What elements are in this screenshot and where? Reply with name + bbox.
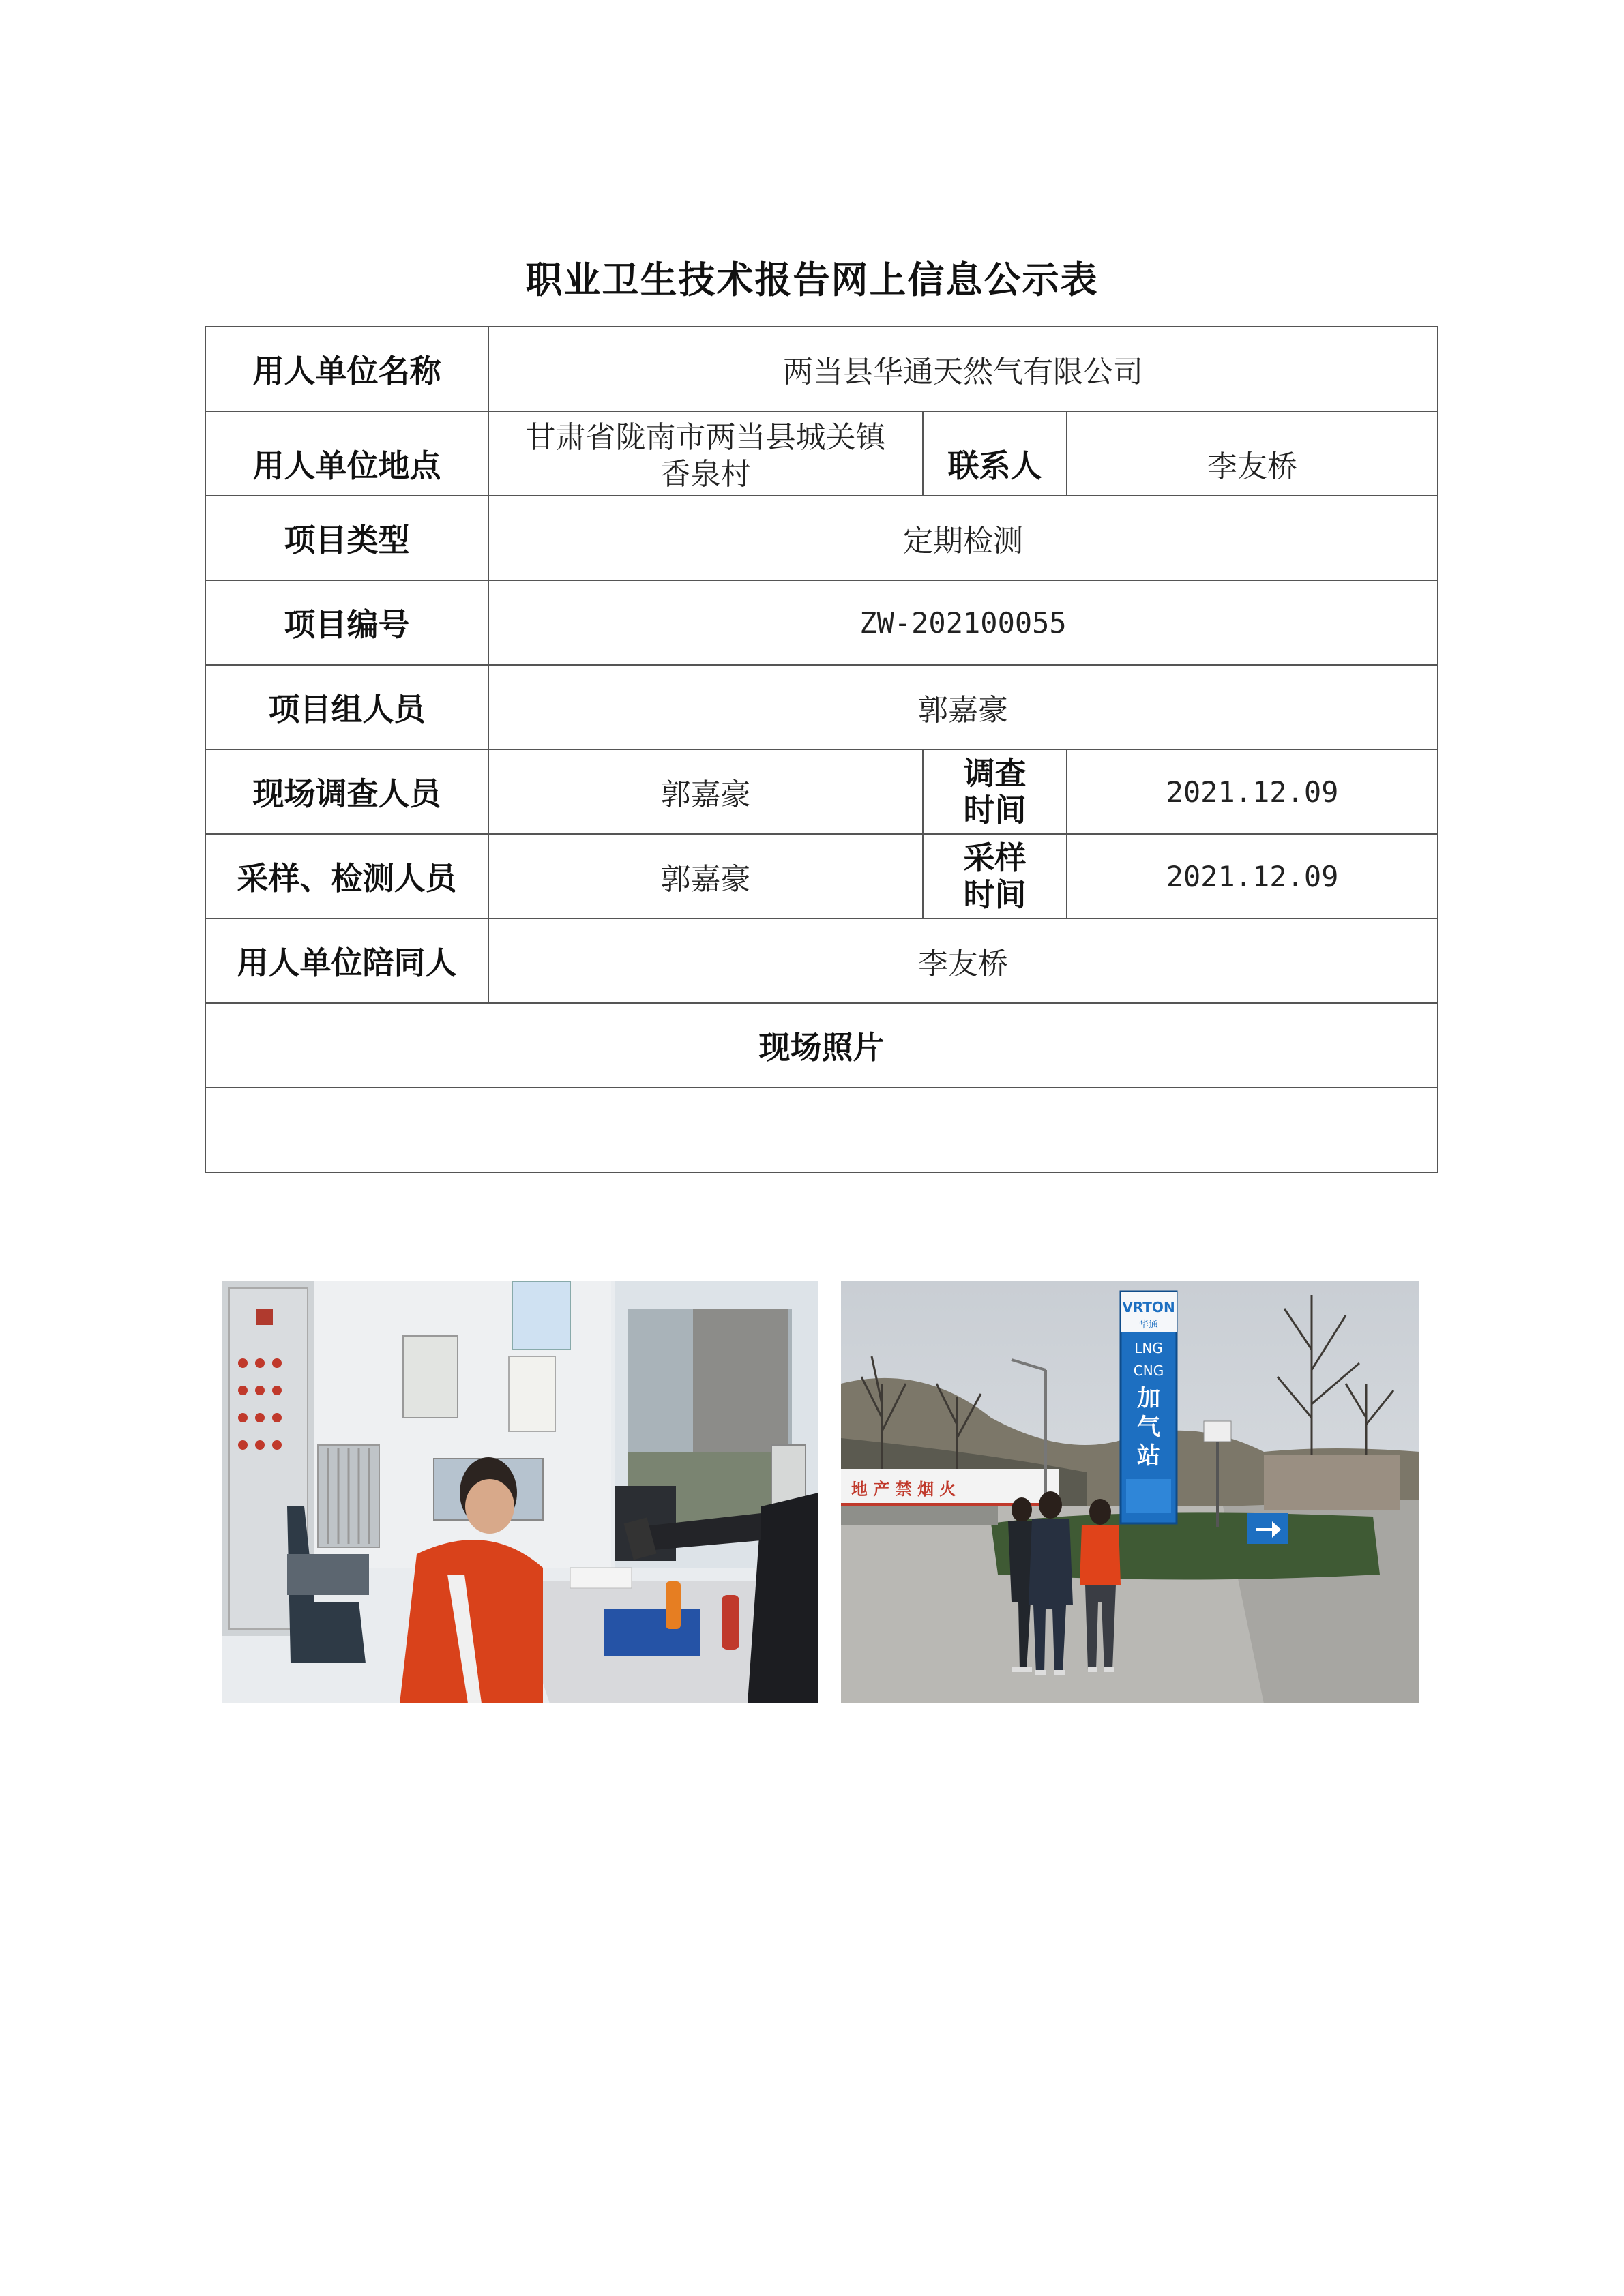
row-project-type: [205, 496, 1438, 580]
row-photos: [205, 1088, 1438, 1172]
site-photo-gas-station: [841, 1281, 1419, 1703]
project-number-label: 项目编号: [205, 580, 488, 665]
wall-slogan: 地 产 禁 烟 火: [851, 1480, 956, 1499]
sign-char-2: 气: [1137, 1414, 1160, 1441]
site-photo-office: [222, 1281, 818, 1703]
survey-time-value: 2021.12.09: [1067, 749, 1438, 834]
sign-brand-sub: 华通: [1139, 1320, 1158, 1330]
employer-name-label: 用人单位名称: [205, 327, 488, 411]
sampling-time-label: 采样时间: [923, 834, 1067, 919]
row-employer-name: [205, 327, 1438, 411]
project-team-label: 项目组人员: [205, 665, 488, 749]
employer-name-value: 两当县华通天然气有限公司: [488, 327, 1438, 411]
project-type-label: 项目类型: [205, 496, 488, 580]
project-team-value: 郭嘉豪: [488, 665, 1438, 749]
contact-value: 李友桥: [1067, 411, 1438, 496]
project-number-value: ZW-202100055: [488, 580, 1438, 665]
sign-brand: VRTON: [1122, 1299, 1175, 1315]
row-project-number: [205, 580, 1438, 665]
survey-staff-value: 郭嘉豪: [488, 749, 923, 834]
contact-label: 联系人: [923, 411, 1067, 496]
project-type-value: 定期检测: [488, 496, 1438, 580]
row-project-team: [205, 665, 1438, 749]
row-survey: [205, 749, 1438, 834]
sampling-staff-label: 采样、检测人员: [205, 834, 488, 919]
sign-cng: CNG: [1133, 1362, 1164, 1379]
employer-location-value: 甘肃省陇南市两当县城关镇香泉村: [488, 411, 923, 496]
photos-section-label: 现场照片: [205, 1003, 1438, 1088]
escort-label: 用人单位陪同人: [205, 919, 488, 1003]
escort-value: 李友桥: [488, 919, 1438, 1003]
sign-char-1: 加: [1137, 1385, 1160, 1412]
sign-char-3: 站: [1137, 1442, 1160, 1470]
sampling-staff-value: 郭嘉豪: [488, 834, 923, 919]
row-employer-location: [205, 411, 1438, 496]
sign-lng: LNG: [1134, 1340, 1163, 1356]
survey-time-label: 调查时间: [923, 749, 1067, 834]
sampling-time-value: 2021.12.09: [1067, 834, 1438, 919]
row-photos-header: [205, 1003, 1438, 1088]
survey-staff-label: 现场调查人员: [205, 749, 488, 834]
row-sampling: [205, 834, 1438, 919]
row-escort: [205, 919, 1438, 1003]
document-title: 职业卫生技术报告网上信息公示表: [525, 258, 1099, 301]
photos-cell: [205, 1088, 1438, 1499]
employer-location-label: 用人单位地点: [205, 411, 488, 496]
info-table: [205, 326, 1438, 1499]
